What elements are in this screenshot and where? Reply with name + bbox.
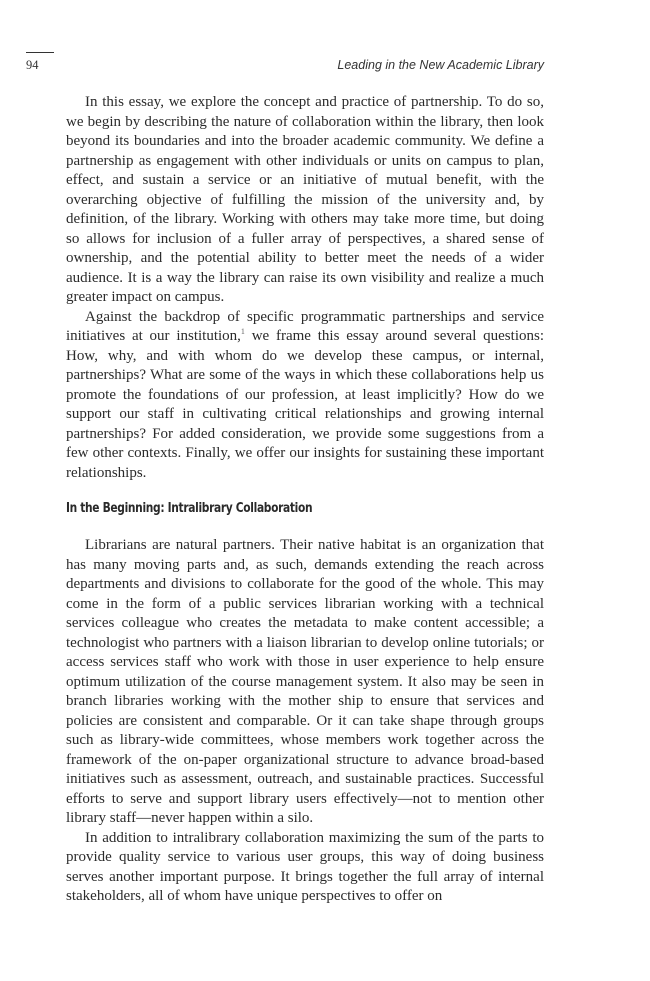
section-heading: In the Beginning: Intralibrary Collaboration: [66, 501, 313, 516]
section-text-block: [66, 536, 544, 907]
running-head: Leading in the New Academic Library: [337, 58, 544, 72]
paragraph-intro: In this essay, we explore the concept and practice of partnership. To do so, we begin by describing the nature of collaboration within the library, then look beyond its boundaries and into the broader academic community. We define a partnership as engagement with other individuals or units on campus to plan, effect, and sustain a service or an initiative of mutual benefit, with the overarching objective of fulfilling the mission of the university and, by definition, of the library. Working with others may take more time, but doing so allows for inclusion of a fuller array of perspectives, a shared sense of ownership, and the potential ability to better meet the needs of a wider audience. It is a way the library can raise its own visibility and realize a much greater impact on campus.: [66, 94, 544, 305]
page-number: 94: [26, 58, 39, 72]
paragraph-questions-text-a: Against the backdrop of specific programmatic partnerships and service initiatives at our institution,: [66, 308, 544, 344]
paragraph-questions-text-b: we frame this essay around several questions: How, why, and with whom do we develop these campus, or internal, partnerships? What are some of the ways in which these collaborations help us promote the foundations of our profession, at least implicitly? How do we support our staff in cultivating critical relationships and growing internal partnerships? For added consideration, we provide some suggestions from a few other contexts. Finally, we offer our insights for sustaining these important relationships.: [66, 328, 544, 481]
footnote-reference[interactable]: 1: [240, 327, 245, 336]
paragraph-questions: [66, 308, 544, 484]
intro-text-block: [66, 93, 544, 483]
paragraph-intralibrary: In addition to intralibrary collaboration maximizing the sum of the parts to provide quality service to various user groups, this way of doing business serves another important purpose. It brings together the full array of internal stakeholders, all of whom have unique perspectives to offer on: [66, 829, 544, 904]
paragraph-natural-partners: Librarians are natural partners. Their native habitat is an organization that has many moving parts and, as such, demands extending the reach across departments and divisions to collaborate for the good of the whole. This may come in the form of a public services librarian working with a technical services colleague who creates the metadata to make content accessible; a technologist who partners with a liaison librarian to develop online tutorials; or access services staff who work with those in user experience to help ensure optimum utilization of the course management system. It also may be seen in branch libraries working with the mother ship to ensure that services and policies are consistent and comparable. Or it can take shape through groups such as library-wide committees, whose members work together across the framework of the on-paper organizational structure to advance broad-based initiatives such as assessment, outreach, and sustainable practices. Successful efforts to serve and support library users effectively—not to mention other library staff—never happen within a silo.: [66, 537, 544, 826]
header-rule: [26, 52, 54, 53]
